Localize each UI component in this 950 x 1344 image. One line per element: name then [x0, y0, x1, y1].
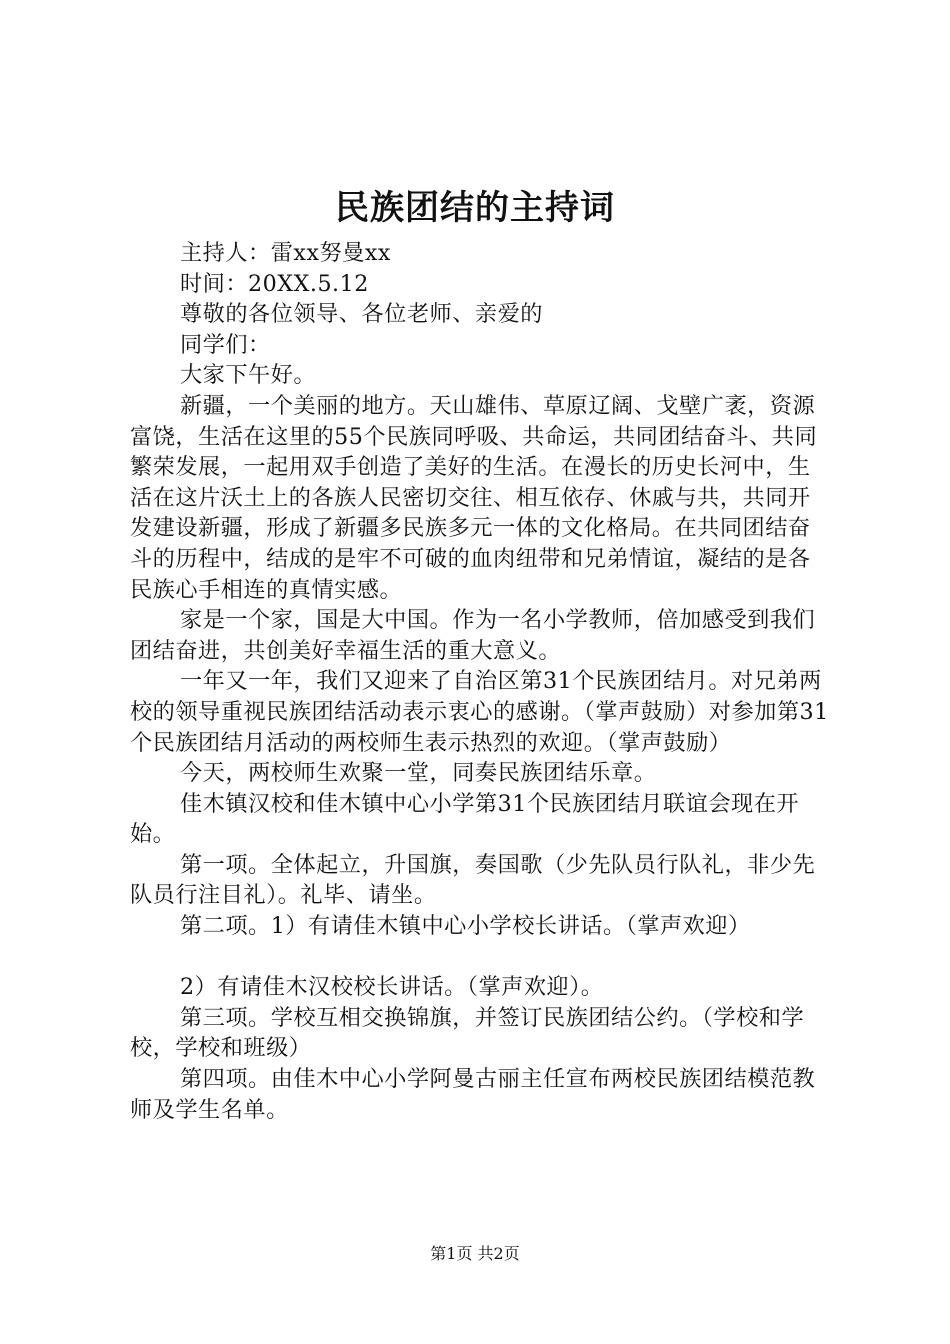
paragraph: 第一项。全体起立，升国旗，奏国歌（少先队员行队礼，非少先队员行注目礼）。礼毕、请坐。: [130, 851, 816, 909]
greeting-line: 尊敬的各位领导、各位老师、亲爱的: [180, 301, 543, 328]
paragraph: 今天，两校师生欢聚一堂，同奏民族团结乐章。: [180, 760, 657, 787]
paragraph: 一年又一年，我们又迎来了自治区第31个民族团结月。对兄弟两校的领导重视民族团结活动表示衷心的感谢。（掌声鼓励）对参加第31个民族团结月活动的两校师生表示热烈的欢迎。（掌声鼓励）: [130, 668, 829, 756]
paragraph: 家是一个家，国是大中国。作为一名小学教师，倍加感受到我们团结奋进，共创美好幸福生活的重大意义。: [130, 607, 816, 664]
document-title: 民族团结的主持词: [335, 188, 615, 228]
greeting-line: 大家下午好。: [180, 362, 317, 389]
host-line: 主持人：雷xx努曼xx: [180, 240, 391, 266]
page-number-footer: 第1页 共2页: [430, 1244, 520, 1263]
blank-line: [130, 942, 830, 973]
paragraph: 第四项。由佳木中心小学阿曼古丽主任宣布两校民族团结模范教师及学生名单。: [130, 1066, 816, 1123]
document-body: [130, 238, 830, 1125]
paragraph: 新疆，一个美丽的地方。天山雄伟、草原辽阔、戈壁广袤，资源富饶，生活在这里的55个民族同呼吸、共命运，共同团结奋斗、共同繁荣发展，一起用双手创造了美好的生活。在漫长的历史长河中，生活在这片沃土上的各族人民密切交往、相互依存、休戚与共，共同开发建设新疆，形成了新疆多民族多元一体的文化格局。在共同团结奋斗的历程中，结成的是牢不可破的血肉纽带和兄弟情谊，凝结的是各民族心手相连的真情实感。: [130, 392, 818, 603]
paragraph: 第二项。1）有请佳木镇中心小学校长讲话。（掌声欢迎）: [180, 913, 751, 940]
paragraph: 佳木镇汉校和佳木镇中心小学第31个民族团结月联谊会现在开始。: [130, 790, 800, 848]
greeting-line: 同学们：: [180, 331, 271, 358]
paragraph: 第三项。学校互相交换锦旗，并签订民族团结公约。（学校和学校，学校和班级）: [130, 1004, 805, 1062]
paragraph: 2）有请佳木汉校校长讲话。（掌声欢迎）。: [180, 974, 604, 1001]
time-line: 时间：20XX.5.12: [180, 270, 369, 297]
